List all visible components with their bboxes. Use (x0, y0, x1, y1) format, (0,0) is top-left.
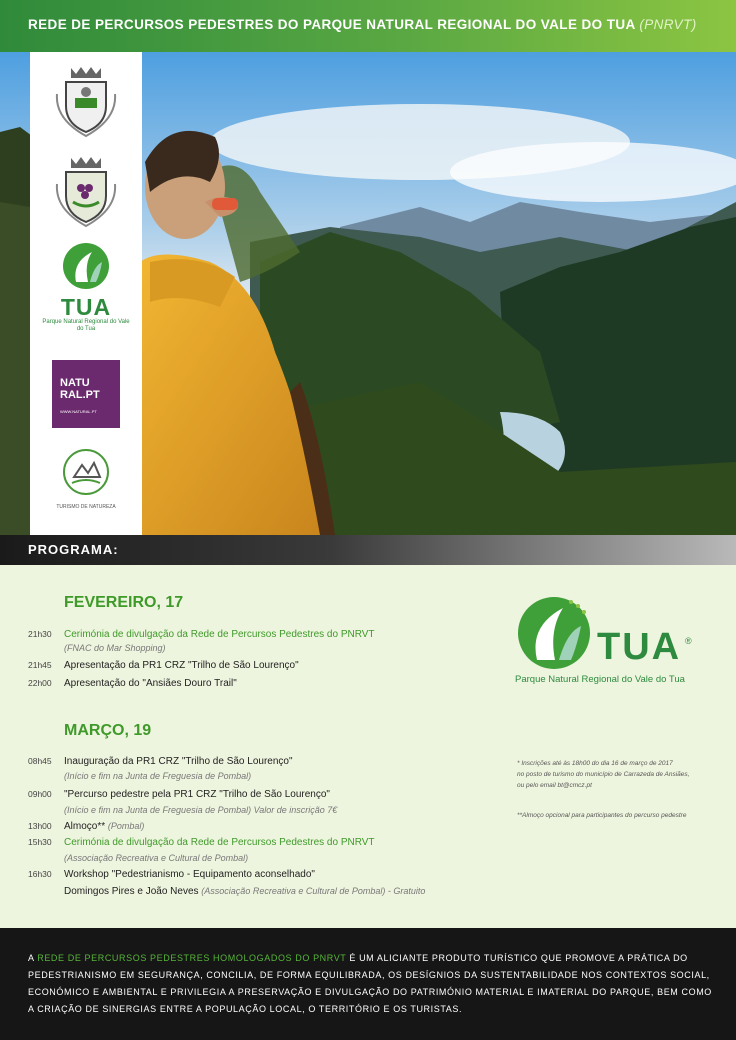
registration-note-line1: * Inscrições até às 18h00 do dia 16 de março de 2017 (517, 760, 673, 767)
natural-line2: RAL.PT (60, 389, 100, 401)
event-title: Workshop "Pedestrianismo - Equipamento aconselhado" (64, 869, 315, 880)
event-speakers: Domingos Pires e João Neves (64, 886, 199, 897)
registration-note-line3: ou pelo email bt@cmcz.pt (517, 782, 592, 789)
tua-logo-large (513, 592, 723, 692)
event-time: 15h30 (28, 837, 52, 847)
municipality-crest-icon (51, 64, 121, 138)
event-title: Cerimónia de divulgação da Rede de Percursos Pedestres do PNRVT (64, 629, 375, 640)
tua-registered-mark: ® (685, 636, 692, 646)
registration-note (517, 758, 717, 791)
event-time: 22h00 (28, 678, 52, 688)
event-title: Cerimónia de divulgação da Rede de Percursos Pedestres do PNRVT (64, 837, 375, 848)
date-heading-feb: FEVEREIRO, 17 (64, 594, 184, 611)
tua-logo-small (40, 242, 132, 333)
event-row (28, 629, 375, 640)
lunch-note (517, 810, 717, 821)
event-time: 21h45 (28, 660, 52, 670)
turismo-natureza-icon (56, 447, 116, 497)
event-row (28, 660, 299, 671)
turismo-natureza-logo (50, 447, 122, 510)
footer-text-body: É UM ALICIANTE PRODUTO TURÍSTICO QUE PROMOVE A PRÁTICA DO PEDESTRIANISMO EM SEGURANÇA, CONCILIA, DE FORMA EQUILIBRADA, OS DESÍGNIOS DA SUSTENTABILIDADE NOS CONTEXTOS SOCIAL, ECONÓMICO E AMBIENTAL E PRIVILEGIA A PRESERVAÇÃO E DIVULGAÇÃO DO PATRIMÓNIO MATERIAL E IMATERIAL DO PARQUE, BEM COMO A CRIAÇÃO DE SINERGIAS ENTRE A POPULAÇÃO LOCAL, O TERRITÓRIO E OS TURISTAS. (28, 953, 712, 1014)
event-time: 09h00 (28, 789, 52, 799)
event-title: Apresentação do "Ansiães Douro Trail" (64, 678, 237, 689)
tua-large-subtitle: Parque Natural Regional do Vale do Tua (515, 674, 685, 685)
turismo-natureza-caption: TURISMO DE NATUREZA (56, 504, 116, 510)
header-title: REDE DE PERCURSOS PEDESTRES DO PARQUE NATURAL REGIONAL DO VALE DO TUA (28, 17, 636, 32)
tua-leaf-icon (62, 242, 110, 290)
date-heading-mar: MARÇO, 19 (64, 722, 152, 739)
partner-logos-panel (30, 52, 142, 535)
event-note-row (64, 643, 166, 654)
tua-small-word: TUA (60, 294, 112, 320)
event-row (28, 821, 144, 832)
header-banner (0, 0, 736, 52)
natural-url: WWW.NATURAL.PT (60, 409, 97, 414)
footer-description (0, 928, 736, 1040)
event-title: Apresentação da PR1 CRZ "Trilho de São Lourenço" (64, 660, 299, 671)
event-note: (Início e fim na Junta de Freguesia de Pombal) Valor de inscrição 7€ (64, 805, 338, 815)
tua-leaf-large-icon (515, 594, 593, 672)
natural-pt-logo (52, 360, 120, 428)
event-note: (FNAC do Mar Shopping) (64, 643, 166, 653)
event-time: 16h30 (28, 869, 52, 879)
event-row (28, 837, 375, 848)
parish-crest-icon (51, 154, 121, 228)
programa-label: PROGRAMA: (28, 542, 119, 557)
tua-large-word: TUA (597, 626, 682, 668)
programa-bar (0, 535, 736, 565)
event-title: Inauguração da PR1 CRZ "Trilho de São Lourenço" (64, 756, 293, 767)
event-note: (Início e fim na Junta de Freguesia de Pombal) (64, 771, 252, 781)
footer-text-start: A (28, 953, 35, 963)
event-title: Almoço** (64, 821, 106, 832)
lunch-note-text: **Almoço opcional para participantes do percurso pedestre (517, 812, 687, 819)
event-note-row (64, 771, 251, 782)
tua-small-subtitle: Parque Natural Regional do Vale do Tua (42, 319, 130, 332)
event-note: (Associação Recreativa e Cultural de Pombal) (64, 853, 249, 863)
natural-line1: NATU (60, 377, 90, 389)
event-row (28, 678, 237, 689)
event-row (28, 869, 315, 880)
event-note: (Pombal) (107, 821, 145, 831)
footer-highlight: REDE DE PERCURSOS PEDESTRES HOMOLOGADOS DO PNRVT (37, 953, 347, 963)
event-time: 21h30 (28, 629, 52, 639)
event-note-row (64, 805, 337, 816)
event-time: 08h45 (28, 756, 52, 766)
event-note: (Associação Recreativa e Cultural de Pombal) - Gratuito (201, 886, 426, 896)
event-title: "Percurso pedestre pela PR1 CRZ "Trilho de São Lourenço" (64, 789, 330, 800)
registration-note-line2: no posto de turismo do município de Carrazeda de Ansiães, (517, 771, 690, 778)
header-suffix: (PNRVT) (639, 17, 697, 32)
event-note-row (64, 853, 248, 864)
event-speakers-row (64, 886, 425, 897)
event-row (28, 756, 293, 767)
event-time: 13h00 (28, 821, 52, 831)
event-row (28, 789, 330, 800)
